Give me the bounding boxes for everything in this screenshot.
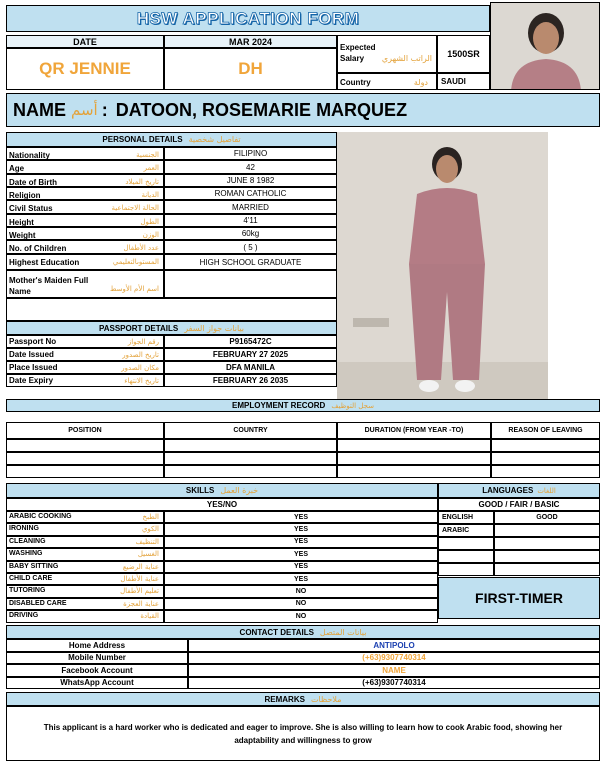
country-value: SAUDI (437, 73, 490, 90)
skill-row-label (6, 536, 164, 548)
employment-empty-cell (491, 465, 600, 478)
remarks-title-ar: ملاحظات (310, 694, 342, 704)
passport-row-label (6, 361, 164, 374)
salary-value: 1500SR (437, 35, 490, 73)
branch-code: DH (164, 48, 337, 90)
passport-details-title: PASSPORT DETAILS (98, 323, 179, 333)
passport-details-title-ar: بيانات جواز السفر (184, 323, 245, 333)
employment-empty-cell (164, 452, 337, 465)
personal-label-ar: الجنسية (136, 151, 159, 159)
passport-label-ar: تاريخ الصدور (122, 351, 159, 359)
personal-row-value: ROMAN CATHOLIC (164, 187, 337, 200)
personal-row-value: JUNE 8 1982 (164, 174, 337, 187)
skill-row-value: YES (164, 523, 438, 535)
passport-label: Date Expiry (9, 376, 54, 385)
personal-row-value: 42 (164, 160, 337, 174)
applicant-photo (337, 132, 548, 411)
language-row-label (438, 550, 494, 563)
languages-subheader: GOOD / FAIR / BASIC (438, 498, 600, 511)
passport-row-value: FEBRUARY 27 2025 (164, 348, 337, 361)
skill-label: CLEANING (9, 537, 46, 545)
country-cell (337, 73, 437, 90)
personal-label: Highest Education (9, 258, 80, 267)
employment-column-header: POSITION (6, 422, 164, 439)
personal-row-value: FILIPINO (164, 147, 337, 160)
employment-empty-cell (6, 465, 164, 478)
language-row-value (494, 550, 600, 563)
skill-row-value: YES (164, 536, 438, 548)
applicant-status: FIRST-TIMER (438, 577, 600, 619)
personal-label-ar: تاريخ الميلاد (125, 178, 159, 186)
personal-label: Mother's Maiden Full Name (9, 276, 89, 296)
skill-row-value: YES (164, 573, 438, 585)
employment-column-header: DURATION (FROM YEAR -TO) (337, 422, 491, 439)
skill-row-value: YES (164, 548, 438, 560)
salary-label: Expected Salary (340, 43, 376, 63)
contact-title: CONTACT DETAILS (239, 627, 314, 637)
language-row-value (494, 563, 600, 576)
skill-row-label (6, 523, 164, 535)
personal-label-ar: الحالة الاجتماعية (111, 204, 159, 212)
personal-label-ar: الديانة (141, 191, 159, 199)
contact-row-label: Home Address (6, 639, 188, 652)
remarks-header (6, 692, 600, 706)
employment-empty-cell (164, 439, 337, 452)
skill-row-label (6, 511, 164, 523)
employment-title-ar: سجل التوظيف (331, 401, 374, 410)
remarks-text: This applicant is a hard worker who is dedicated and eager to improve. She is also willing to learn how to cook Arabic food, showing her adaptability and willingness to grow (6, 706, 600, 761)
personal-label: No. of Children (9, 244, 67, 253)
employment-empty-cell (6, 452, 164, 465)
applicant-name: DATOON, ROSEMARIE MARQUEZ (115, 99, 408, 120)
passport-row-label (6, 348, 164, 361)
languages-title-ar: اللغات (537, 486, 556, 495)
passport-label: Date Issued (9, 350, 54, 359)
country-label: Country (340, 78, 371, 87)
personal-row-label (6, 200, 164, 214)
name-label-ar: أسم (71, 101, 98, 119)
employment-column-header: COUNTRY (164, 422, 337, 439)
employment-empty-cell (491, 439, 600, 452)
personal-label-ar: الوزن (142, 231, 159, 239)
form-title-bar (6, 5, 490, 32)
personal-row-label (6, 214, 164, 227)
skill-label-ar: عناية الرضيع (122, 562, 159, 571)
passport-row-value: P9165472C (164, 335, 337, 348)
date-value: MAR 2024 (164, 35, 337, 48)
skill-label-ar: عناية العجزة (123, 599, 159, 608)
name-label: NAME (13, 99, 66, 120)
skill-row-label (6, 573, 164, 585)
skill-label: DISABLED CARE (9, 599, 67, 607)
personal-label: Civil Status (9, 204, 53, 213)
skills-title: SKILLS (185, 486, 215, 495)
contact-row-value: ANTIPOLO (188, 639, 600, 652)
skill-row-value: NO (164, 598, 438, 610)
skill-label: WASHING (9, 550, 43, 558)
date-label: DATE (6, 35, 164, 48)
personal-label-ar: المستوىالتعليمي (112, 258, 159, 266)
country-label-ar: دولة (413, 78, 428, 87)
skill-label: IRONING (9, 525, 39, 533)
skill-label: ARABIC COOKING (9, 513, 72, 520)
personal-row-label (6, 160, 164, 174)
skill-row-value: NO (164, 585, 438, 597)
employment-empty-cell (6, 439, 164, 452)
passport-label: Place Issued (9, 363, 58, 372)
personal-label: Religion (9, 191, 41, 200)
form-title: HSW APPLICATION FORM (136, 8, 360, 28)
personal-label: Height (9, 218, 34, 227)
employment-title: EMPLOYMENT RECORD (232, 401, 326, 410)
passport-label: Passport No (9, 337, 57, 346)
passport-row-value: FEBRUARY 26 2035 (164, 374, 337, 387)
passport-spacer (6, 298, 337, 321)
employment-column-header: REASON OF LEAVING (491, 422, 600, 439)
personal-row-label (6, 240, 164, 254)
passport-row-label (6, 335, 164, 348)
employment-empty-cell (337, 439, 491, 452)
employment-empty-cell (337, 465, 491, 478)
personal-row-label (6, 254, 164, 270)
personal-details-title: PERSONAL DETAILS (102, 135, 183, 144)
skill-label: TUTORING (9, 587, 46, 595)
agent-code: QR JENNIE (6, 48, 164, 90)
contact-row-label: Facebook Account (6, 664, 188, 677)
personal-label-ar: العمر (143, 164, 159, 172)
skill-row-label (6, 561, 164, 573)
languages-header (438, 483, 600, 498)
remarks-title: REMARKS (264, 694, 305, 704)
personal-details-header (6, 132, 337, 147)
contact-title-ar: بيانات المتصل (319, 627, 367, 637)
personal-row-label (6, 174, 164, 187)
name-colon: : (101, 99, 108, 120)
personal-row-value: 60kg (164, 227, 337, 240)
contact-row-label: Mobile Number (6, 652, 188, 665)
personal-row-value: ( 5 ) (164, 240, 337, 254)
skill-row-value: YES (164, 561, 438, 573)
personal-row-label (6, 187, 164, 200)
passport-details-header (6, 321, 337, 335)
contact-header (6, 625, 600, 639)
skill-row-label (6, 598, 164, 610)
skill-label-ar: القيادة (140, 612, 159, 621)
contact-row-value: NAME (188, 664, 600, 677)
personal-row-value (164, 270, 337, 298)
skills-subheader: YES/NO (6, 498, 438, 511)
personal-label: Age (9, 164, 25, 173)
language-row-value: GOOD (494, 511, 600, 524)
languages-title: LANGUAGES (482, 486, 534, 495)
contact-row-label: WhatsApp Account (6, 677, 188, 690)
personal-row-label (6, 227, 164, 240)
employment-empty-cell (164, 465, 337, 478)
employment-empty-cell (491, 452, 600, 465)
employment-header (6, 399, 600, 412)
passport-label-ar: تاريخ الانتهاء (124, 377, 159, 385)
salary-cell (337, 35, 437, 73)
personal-row-value: MARRIED (164, 200, 337, 214)
salary-label-ar: الراتب الشهري (381, 54, 432, 63)
personal-label: Weight (9, 231, 36, 240)
language-row-label (438, 537, 494, 550)
skill-label: BABY SITTING (9, 562, 59, 570)
skill-label-ar: الطبخ (142, 513, 159, 521)
employment-empty-cell (337, 452, 491, 465)
language-row-value (494, 537, 600, 550)
personal-label-ar: عدد الأطفال (123, 244, 159, 252)
skill-row-label (6, 610, 164, 622)
personal-details-title-ar: تفاصيل شخصية (188, 135, 241, 144)
contact-row-value: (+63)9307740314 (188, 652, 600, 665)
passport-label-ar: رقم الجواز (127, 338, 159, 346)
language-row-label: ENGLISH (438, 511, 494, 524)
skills-title-ar: خبرة العمل (220, 486, 259, 495)
skill-label: DRIVING (9, 612, 39, 620)
skill-row-label (6, 585, 164, 597)
personal-label: Date of Birth (9, 178, 57, 187)
header-photo (490, 2, 600, 90)
personal-row-label (6, 147, 164, 160)
language-row-label (438, 563, 494, 576)
personal-row-value: HIGH SCHOOL GRADUATE (164, 254, 337, 270)
skills-header (6, 483, 438, 498)
passport-label-ar: مكان الصدور (121, 364, 159, 372)
skill-label-ar: التنظيف (135, 537, 159, 546)
personal-label-ar: اسم الأم الأوسط (109, 285, 159, 293)
name-bar (6, 93, 600, 127)
skill-label-ar: عناية الأطفال (120, 575, 159, 583)
skill-label-ar: الغسيل (137, 550, 159, 559)
personal-label: Nationality (9, 151, 50, 160)
skill-label-ar: تعليم الأطفال (120, 587, 159, 596)
skill-label-ar: الكوي (141, 525, 159, 534)
skill-row-value: NO (164, 610, 438, 622)
contact-row-value: (+63)9307740314 (188, 677, 600, 690)
skill-row-value: YES (164, 511, 438, 523)
language-row-label: ARABIC (438, 524, 494, 537)
personal-row-value: 4'11 (164, 214, 337, 227)
passport-row-label (6, 374, 164, 387)
skill-row-label (6, 548, 164, 560)
language-row-value (494, 524, 600, 537)
skill-label: CHILD CARE (9, 575, 53, 582)
personal-label-ar: الطول (140, 218, 159, 226)
passport-row-value: DFA MANILA (164, 361, 337, 374)
personal-row-label (6, 270, 164, 298)
